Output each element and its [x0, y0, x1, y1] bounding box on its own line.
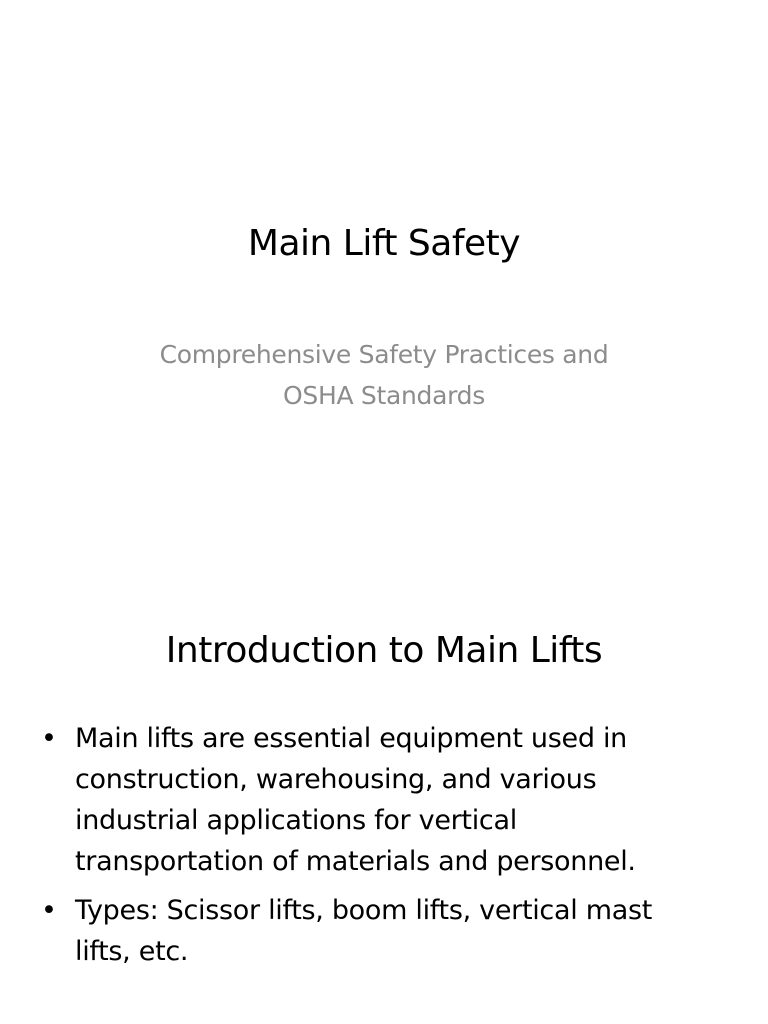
bullet-line: lifts, etc.	[75, 936, 189, 967]
bullet-line: industrial applications for vertical	[75, 805, 517, 836]
bullet-dot-icon: •	[41, 895, 57, 926]
bullet-line: Main lifts are essential equipment used in	[75, 723, 627, 754]
bullet-line: transportation of materials and personnel.	[75, 846, 636, 877]
bullet-line: Types: Scissor lifts, boom lifts, vertical mast	[75, 895, 653, 926]
presentation-subtitle	[104, 334, 664, 416]
presentation-title: Main Lift Safety	[247, 223, 521, 264]
bullet-line: construction, warehousing, and various	[75, 764, 597, 795]
bullet-item	[38, 718, 738, 882]
subtitle-line: Comprehensive Safety Practices and	[159, 340, 609, 369]
bullet-dot-icon: •	[41, 723, 57, 754]
slide-title: Introduction to Main Lifts	[165, 630, 603, 671]
bullet-list	[38, 718, 738, 980]
subtitle-line: OSHA Standards	[283, 381, 485, 410]
bullet-item	[38, 890, 738, 972]
content-slide	[0, 576, 768, 1024]
